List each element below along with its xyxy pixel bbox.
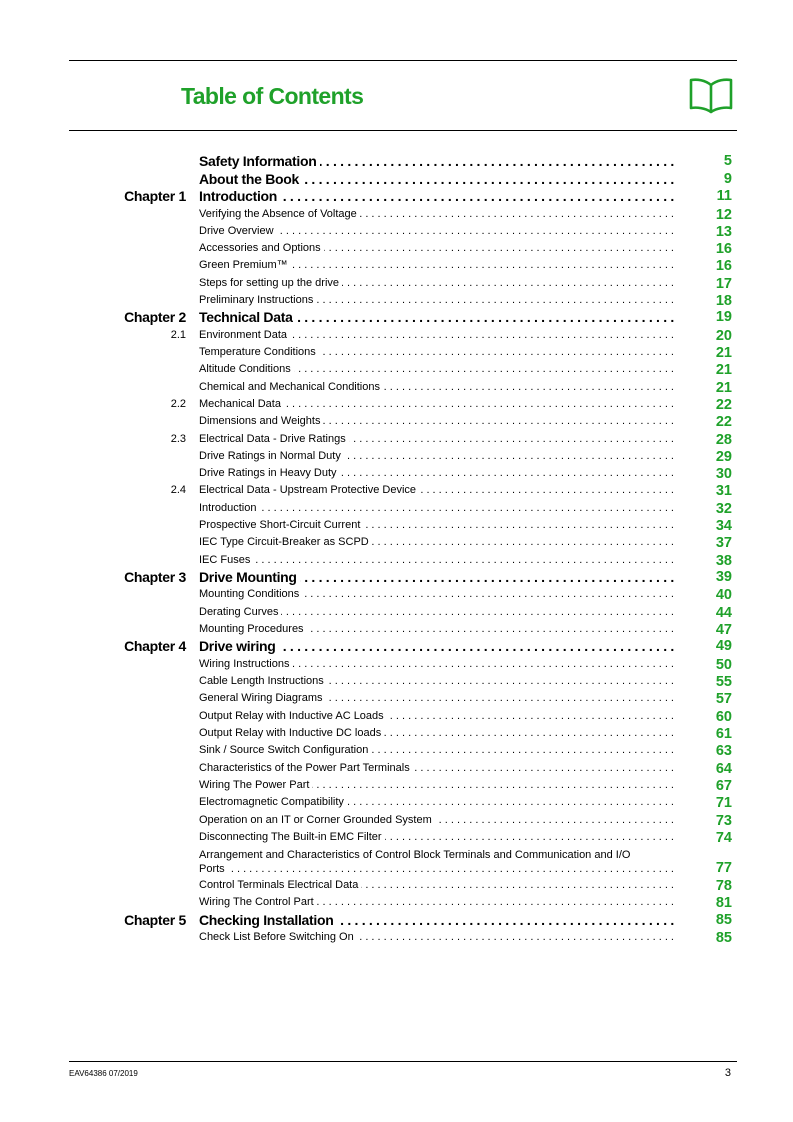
toc-entry-title-text: Cable Length Instructions — [199, 675, 327, 687]
toc-entry[interactable] — [0, 152, 793, 170]
toc-entry-title[interactable] — [199, 433, 674, 445]
toc-page-number[interactable]: 28 — [715, 431, 732, 448]
toc-entry[interactable] — [0, 516, 793, 533]
toc-page-number[interactable]: 17 — [715, 275, 732, 292]
toc-entry-title[interactable] — [199, 623, 674, 635]
toc-entry-title[interactable] — [199, 363, 674, 375]
toc-entry-title[interactable] — [199, 309, 674, 325]
toc-entry-title[interactable] — [199, 831, 674, 843]
toc-entry[interactable] — [0, 828, 793, 845]
toc-entry[interactable] — [0, 205, 793, 222]
footer-rule — [69, 1061, 737, 1062]
toc-entry[interactable] — [0, 187, 793, 205]
toc-page-number[interactable]: 30 — [715, 466, 732, 483]
toc-page-number[interactable]: 16 — [715, 241, 732, 258]
toc-entry-title[interactable] — [199, 896, 674, 908]
toc-entry-title[interactable] — [199, 415, 674, 427]
toc-entry-title-text: Mounting Procedures — [199, 623, 307, 635]
toc-page-number[interactable]: 21 — [715, 379, 732, 396]
toc-entry-title[interactable] — [199, 638, 674, 654]
toc-entry[interactable] — [0, 811, 793, 828]
chapter-label: Chapter 4 — [124, 638, 186, 655]
header-bottom-rule — [69, 130, 737, 131]
section-number: 2.1 — [170, 328, 186, 341]
toc-page-number[interactable]: 20 — [715, 327, 732, 344]
toc-entry-title[interactable] — [199, 536, 674, 548]
toc-page-number[interactable]: 34 — [715, 518, 732, 535]
toc-entry-title[interactable] — [199, 814, 674, 826]
toc-entry-title-text: Control Terminals Electrical Data — [199, 879, 361, 891]
toc-entry-title-text: Drive Overview — [199, 225, 277, 237]
toc-entry[interactable] — [0, 845, 793, 876]
header-top-rule — [69, 60, 737, 61]
toc-entry-title[interactable] — [199, 554, 674, 566]
toc-page-number[interactable]: 77 — [715, 860, 732, 877]
toc-entry-title[interactable] — [199, 259, 674, 271]
toc-entry-title[interactable] — [199, 519, 674, 531]
toc-page-number[interactable]: 49 — [715, 638, 732, 655]
toc-page-number[interactable]: 67 — [715, 777, 732, 794]
toc-entry-title[interactable] — [199, 450, 674, 462]
toc-entry-title[interactable] — [199, 912, 674, 928]
toc-entry-title-text: Introduction — [199, 502, 259, 514]
toc-entry-title[interactable] — [199, 502, 674, 514]
toc-entry[interactable] — [0, 759, 793, 776]
toc-entry-title-text: Wiring The Control Part — [199, 896, 317, 908]
toc-entry-title-text: Environment Data — [199, 329, 290, 341]
toc-entry-title-text: Preliminary Instructions — [199, 294, 316, 306]
toc-entry-title-text: General Wiring Diagrams — [199, 692, 325, 704]
toc-entry-title-text: Electrical Data - Drive Ratings — [199, 433, 349, 445]
section-number: 2.4 — [170, 484, 186, 497]
toc-entry-title-text: Check List Before Switching On — [199, 931, 357, 943]
toc-entry-title[interactable] — [199, 381, 674, 393]
toc-page-number[interactable]: 18 — [715, 292, 732, 309]
toc-entry-title-text: Operation on an IT or Corner Grounded System — [199, 814, 435, 826]
toc-entry-title[interactable] — [199, 242, 674, 254]
toc-entry[interactable] — [0, 893, 793, 910]
page-title: Table of Contents — [181, 83, 364, 109]
toc-entry-title-text: Mechanical Data — [199, 398, 284, 410]
toc-entry-title[interactable] — [199, 779, 674, 791]
toc-entry[interactable] — [0, 603, 793, 620]
toc-page-number[interactable]: 57 — [715, 691, 732, 708]
toc-page-number[interactable]: 74 — [715, 829, 732, 846]
toc-page-number[interactable]: 63 — [715, 743, 732, 760]
toc-entry-title[interactable] — [199, 658, 674, 670]
toc-entry-title[interactable] — [199, 294, 674, 306]
toc-entry[interactable] — [0, 637, 793, 655]
toc-entry[interactable] — [0, 170, 793, 188]
toc-entry[interactable] — [0, 928, 793, 945]
toc-entry[interactable] — [0, 568, 793, 586]
toc-entry-title-text: IEC Type Circuit-Breaker as SCPD — [199, 536, 372, 548]
toc-entry-title-text: Safety Information — [199, 153, 320, 169]
toc-page-number[interactable]: 22 — [715, 396, 732, 413]
toc-entry-title-text: Wiring The Power Part — [199, 779, 312, 791]
toc-entry-title[interactable] — [199, 188, 674, 204]
toc-entry[interactable] — [0, 326, 793, 343]
toc-entry-title-text: Prospective Short-Circuit Current — [199, 519, 363, 531]
toc-page-number[interactable]: 55 — [715, 674, 732, 691]
toc-entry[interactable] — [0, 360, 793, 377]
toc-entry-title[interactable] — [199, 346, 674, 358]
toc-entry[interactable] — [0, 430, 793, 447]
toc-entry-title[interactable] — [199, 484, 674, 496]
toc-entry-title[interactable] — [199, 171, 674, 187]
toc-entry-title-text: Checking Installation — [199, 912, 337, 928]
toc-entry-title[interactable] — [199, 569, 674, 585]
toc-entry-title-continued[interactable] — [199, 863, 674, 875]
toc-page-number[interactable]: 12 — [715, 206, 732, 223]
toc-entry-title[interactable] — [199, 225, 674, 237]
toc-entry-title-continued-text: Ports — [199, 863, 228, 875]
toc-page-number[interactable]: 38 — [715, 552, 732, 569]
chapter-label: Chapter 2 — [124, 309, 186, 326]
toc-page-number[interactable]: 39 — [715, 568, 732, 585]
toc-page-number[interactable]: 60 — [715, 708, 732, 725]
chapter-label: Chapter 3 — [124, 568, 186, 585]
toc-entry-title[interactable] — [199, 727, 674, 739]
toc-entry-title-text: Steps for setting up the drive — [199, 277, 342, 289]
toc-entry-title[interactable] — [199, 710, 674, 722]
toc-entry-title-text: Technical Data — [199, 309, 296, 325]
toc-entry[interactable] — [0, 412, 793, 429]
toc-entry-title[interactable] — [199, 762, 674, 774]
toc-page-number[interactable]: 81 — [715, 895, 732, 912]
toc-entry[interactable] — [0, 876, 793, 893]
toc-page-number[interactable]: 13 — [715, 223, 732, 240]
toc-page-number[interactable]: 21 — [715, 345, 732, 362]
toc-entry-title[interactable] — [199, 208, 674, 220]
toc-entry[interactable] — [0, 308, 793, 326]
toc-entry-title[interactable] — [199, 744, 674, 756]
toc-entry-title-text: Altitude Conditions — [199, 363, 294, 375]
toc-entry[interactable] — [0, 620, 793, 637]
toc-page-number[interactable]: 50 — [715, 656, 732, 673]
toc-entry-title-text: Output Relay with Inductive DC loads — [199, 727, 384, 739]
toc-entry-title-text: Chemical and Mechanical Conditions — [199, 381, 383, 393]
toc-entry-title[interactable] — [199, 931, 674, 943]
toc-entry-title[interactable] — [199, 692, 674, 704]
toc-entry[interactable] — [0, 222, 793, 239]
toc-entry[interactable] — [0, 464, 793, 481]
toc-entry[interactable] — [0, 481, 793, 498]
toc-page-number[interactable]: 5 — [723, 153, 732, 169]
toc-page-number[interactable]: 44 — [715, 604, 732, 621]
toc-entry[interactable] — [0, 239, 793, 256]
toc-entry-title[interactable] — [199, 153, 674, 169]
toc-entry-title-text: Introduction — [199, 188, 280, 204]
book-icon — [688, 76, 734, 114]
toc-entry-title[interactable] — [199, 588, 674, 600]
section-number: 2.3 — [170, 432, 186, 445]
toc-entry[interactable] — [0, 274, 793, 291]
toc-entry[interactable] — [0, 672, 793, 689]
toc-entry-title-text: Drive Ratings in Normal Duty — [199, 450, 344, 462]
toc-entry[interactable] — [0, 256, 793, 273]
toc-entry[interactable] — [0, 378, 793, 395]
page-number: 3 — [724, 1067, 731, 1079]
toc-entry[interactable] — [0, 291, 793, 308]
toc-entry[interactable] — [0, 343, 793, 360]
toc-entry[interactable] — [0, 447, 793, 464]
toc-entry-title-text: Verifying the Absence of Voltage — [199, 208, 360, 220]
toc-entry-title[interactable] — [199, 796, 674, 808]
toc-page-number[interactable]: 19 — [715, 309, 732, 326]
toc-page-number[interactable]: 37 — [715, 535, 732, 552]
toc-entry-title-text: Dimensions and Weights — [199, 415, 323, 427]
toc-entry-title-text: Temperature Conditions — [199, 346, 319, 358]
toc-entry-title[interactable] — [199, 675, 674, 687]
toc-page-number[interactable]: 64 — [715, 760, 732, 777]
toc-page-number[interactable]: 9 — [723, 170, 732, 187]
chapter-label: Chapter 1 — [124, 188, 186, 204]
toc-entry[interactable] — [0, 741, 793, 758]
toc-page-number[interactable]: 32 — [715, 500, 732, 517]
toc-entry[interactable] — [0, 395, 793, 412]
toc-entry-title[interactable] — [199, 329, 674, 341]
toc-entry[interactable] — [0, 585, 793, 602]
toc-page-number[interactable]: 31 — [715, 483, 732, 500]
toc-entry-title[interactable] — [199, 606, 674, 618]
toc-entry[interactable] — [0, 689, 793, 706]
toc-page-number[interactable]: 78 — [715, 878, 732, 895]
toc-entry[interactable] — [0, 655, 793, 672]
section-number: 2.2 — [170, 397, 186, 410]
toc-entry-title-text: About the Book — [199, 171, 302, 187]
toc-entry-title[interactable] — [199, 879, 674, 891]
toc-entry[interactable] — [0, 911, 793, 929]
toc-entry-title-text: Derating Curves — [199, 606, 281, 618]
toc-page-number[interactable]: 29 — [715, 448, 732, 465]
toc-page-number[interactable]: 22 — [715, 414, 732, 431]
toc-entry-title-text: Output Relay with Inductive AC Loads — [199, 710, 387, 722]
toc-page-number[interactable]: 71 — [715, 795, 732, 812]
toc-entry-title-text: Green Premium™ — [199, 259, 291, 271]
toc-entry-title-text: IEC Fuses — [199, 554, 253, 566]
toc-page-number[interactable]: 47 — [715, 622, 732, 639]
toc-entry[interactable] — [0, 551, 793, 568]
toc-page-number[interactable]: 21 — [715, 362, 732, 379]
toc-entry-title-text: Accessories and Options — [199, 242, 324, 254]
toc-entry-title[interactable] — [199, 398, 674, 410]
chapter-label: Chapter 5 — [124, 911, 186, 928]
toc-page-number[interactable]: 73 — [715, 812, 732, 829]
toc-entry[interactable] — [0, 707, 793, 724]
toc-entry-title-text: Sink / Source Switch Configuration — [199, 744, 371, 756]
toc-entry[interactable] — [0, 776, 793, 793]
toc-entry[interactable] — [0, 724, 793, 741]
toc-entry-title-text: Disconnecting The Built-in EMC Filter — [199, 831, 385, 843]
toc-entry[interactable] — [0, 533, 793, 550]
toc-entry-title[interactable]: Arrangement and Characteristics of Control Block Terminals and Communication and I/O — [199, 849, 631, 862]
toc-page-number[interactable]: 40 — [715, 587, 732, 604]
toc-entry-title[interactable] — [199, 277, 674, 289]
toc-page-number[interactable]: 16 — [715, 258, 732, 275]
toc-entry[interactable] — [0, 793, 793, 810]
toc-entry[interactable] — [0, 499, 793, 516]
toc-page-number[interactable]: 85 — [715, 930, 732, 947]
toc-entry-title-text: Electromagnetic Compatibility — [199, 796, 347, 808]
toc-entry-title-text: Drive wiring — [199, 638, 279, 654]
toc-entry-title-text: Drive Ratings in Heavy Duty — [199, 467, 340, 479]
toc-entry-title-text: Wiring Instructions — [199, 658, 292, 670]
toc-entry-title-text: Mounting Conditions — [199, 588, 302, 600]
toc-entry-title-text: Characteristics of the Power Part Terminals — [199, 762, 413, 774]
toc-entry-title[interactable] — [199, 467, 674, 479]
table-of-contents — [0, 152, 793, 945]
toc-page-number[interactable]: 85 — [715, 911, 732, 928]
toc-page-number[interactable]: 61 — [715, 726, 732, 743]
toc-page-number[interactable]: 11 — [716, 188, 732, 204]
toc-entry-title-text: Electrical Data - Upstream Protective Device — [199, 484, 419, 496]
document-reference: EAV64386 07/2019 — [69, 1069, 138, 1078]
toc-entry-title-text: Drive Mounting — [199, 569, 300, 585]
